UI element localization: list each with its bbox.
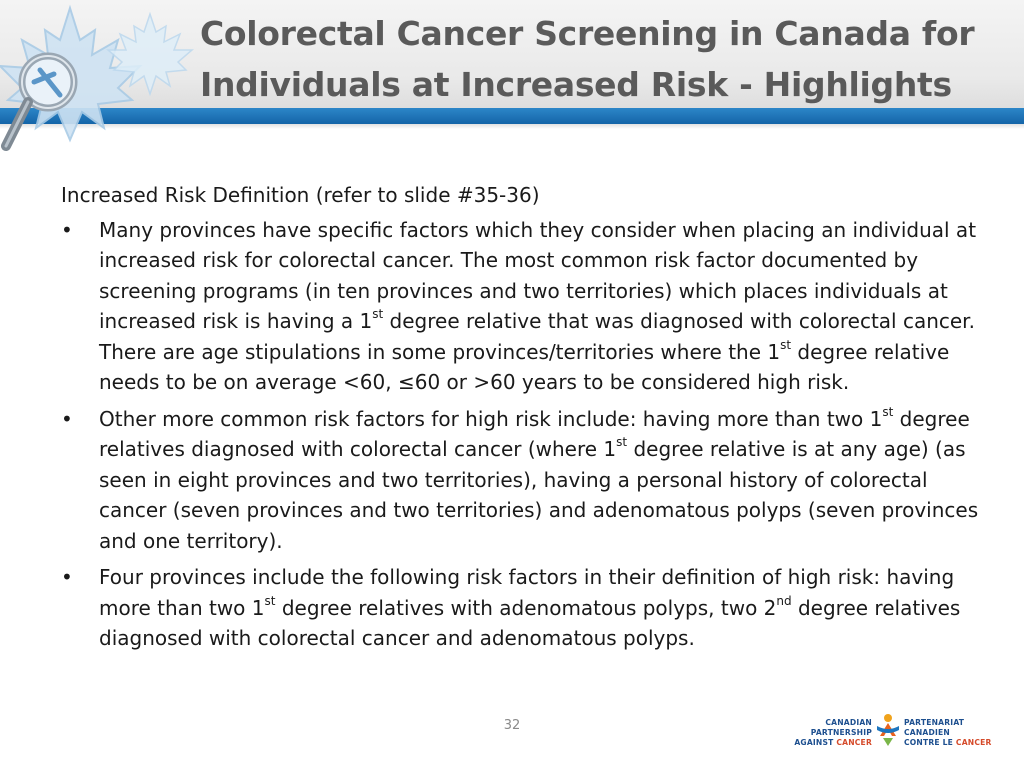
bullet-item-1 — [61, 215, 991, 398]
cpac-logo-french — [904, 718, 996, 748]
ordinal-suffix: st — [882, 404, 894, 419]
bullet-text: degree relative that was diagnosed with colorectal cancer. There are age stipulations in some provinces/territories where the 1 — [99, 309, 975, 364]
bullet-text: degree relative needs to be on average <60, ≤60 or >60 years to be considered high risk. — [99, 339, 950, 394]
ordinal-suffix: st — [780, 337, 792, 352]
bullet-text: Many provinces have specific factors which they consider when placing an individual at increased risk for colorectal cancer. The most common risk factor documented by screening programs (in ten provinces and two territories) which places individuals at increased risk is having a 1 — [99, 217, 977, 333]
cpac-en-line-2 — [786, 738, 872, 748]
bullet-text: degree relatives diagnosed with colorectal cancer (where 1 — [99, 406, 970, 461]
bullet-list — [61, 215, 991, 654]
cpac-en-line-2a: AGAINST — [794, 738, 837, 747]
bullet-marker: • — [61, 565, 73, 589]
definition-heading: Increased Risk Definition (refer to slide #35-36) — [61, 183, 540, 207]
slide-title-line-2: Individuals at Increased Risk - Highlights — [200, 65, 952, 104]
slide-title-line-1: Colorectal Cancer Screening in Canada for — [200, 14, 975, 53]
bullet-text: Four provinces include the following risk factors in their definition of high risk: having more than two 1 — [99, 565, 955, 620]
cpac-logo-english — [786, 718, 872, 748]
bullet-text: degree relative is at any age) (as seen in eight provinces and two territories), having a personal history of colorectal cancer (seven provinces and two territories) and adenomatous polyps (seven provinces and one territory). — [99, 437, 979, 553]
cpac-logo-mark-icon — [874, 712, 902, 748]
bullet-text: Other more common risk factors for high risk include: having more than two 1 — [99, 406, 883, 431]
bullet-marker: • — [61, 217, 73, 242]
cpac-en-line-1: CANADIAN PARTNERSHIP — [810, 718, 872, 737]
ordinal-suffix: nd — [776, 593, 792, 608]
ordinal-suffix: st — [264, 593, 276, 608]
bullet-item-3 — [61, 562, 991, 654]
bullet-text: degree relatives with adenomatous polyps, two 2 — [275, 595, 777, 620]
page-number: 32 — [503, 718, 521, 733]
bullet-item-2 — [61, 404, 991, 557]
cpac-en-line-2b: CANCER — [836, 738, 872, 747]
ordinal-suffix: st — [372, 307, 384, 322]
cpac-logo — [786, 712, 996, 756]
cpac-fr-line-2b: CANCER — [955, 738, 992, 747]
bullet-text: degree relatives diagnosed with colorectal cancer and adenomatous polyps. — [99, 595, 961, 650]
bullet-marker: • — [61, 406, 73, 431]
ordinal-suffix: st — [616, 435, 628, 450]
cpac-fr-line-2a: CONTRE LE — [904, 738, 956, 747]
slide-title — [200, 8, 1000, 110]
cpac-fr-line-2 — [904, 738, 996, 748]
cpac-fr-line-1: PARTENARIAT CANADIEN — [904, 718, 965, 737]
slide-body — [61, 180, 991, 660]
maple-leaf-magnifier-art — [0, 0, 200, 170]
